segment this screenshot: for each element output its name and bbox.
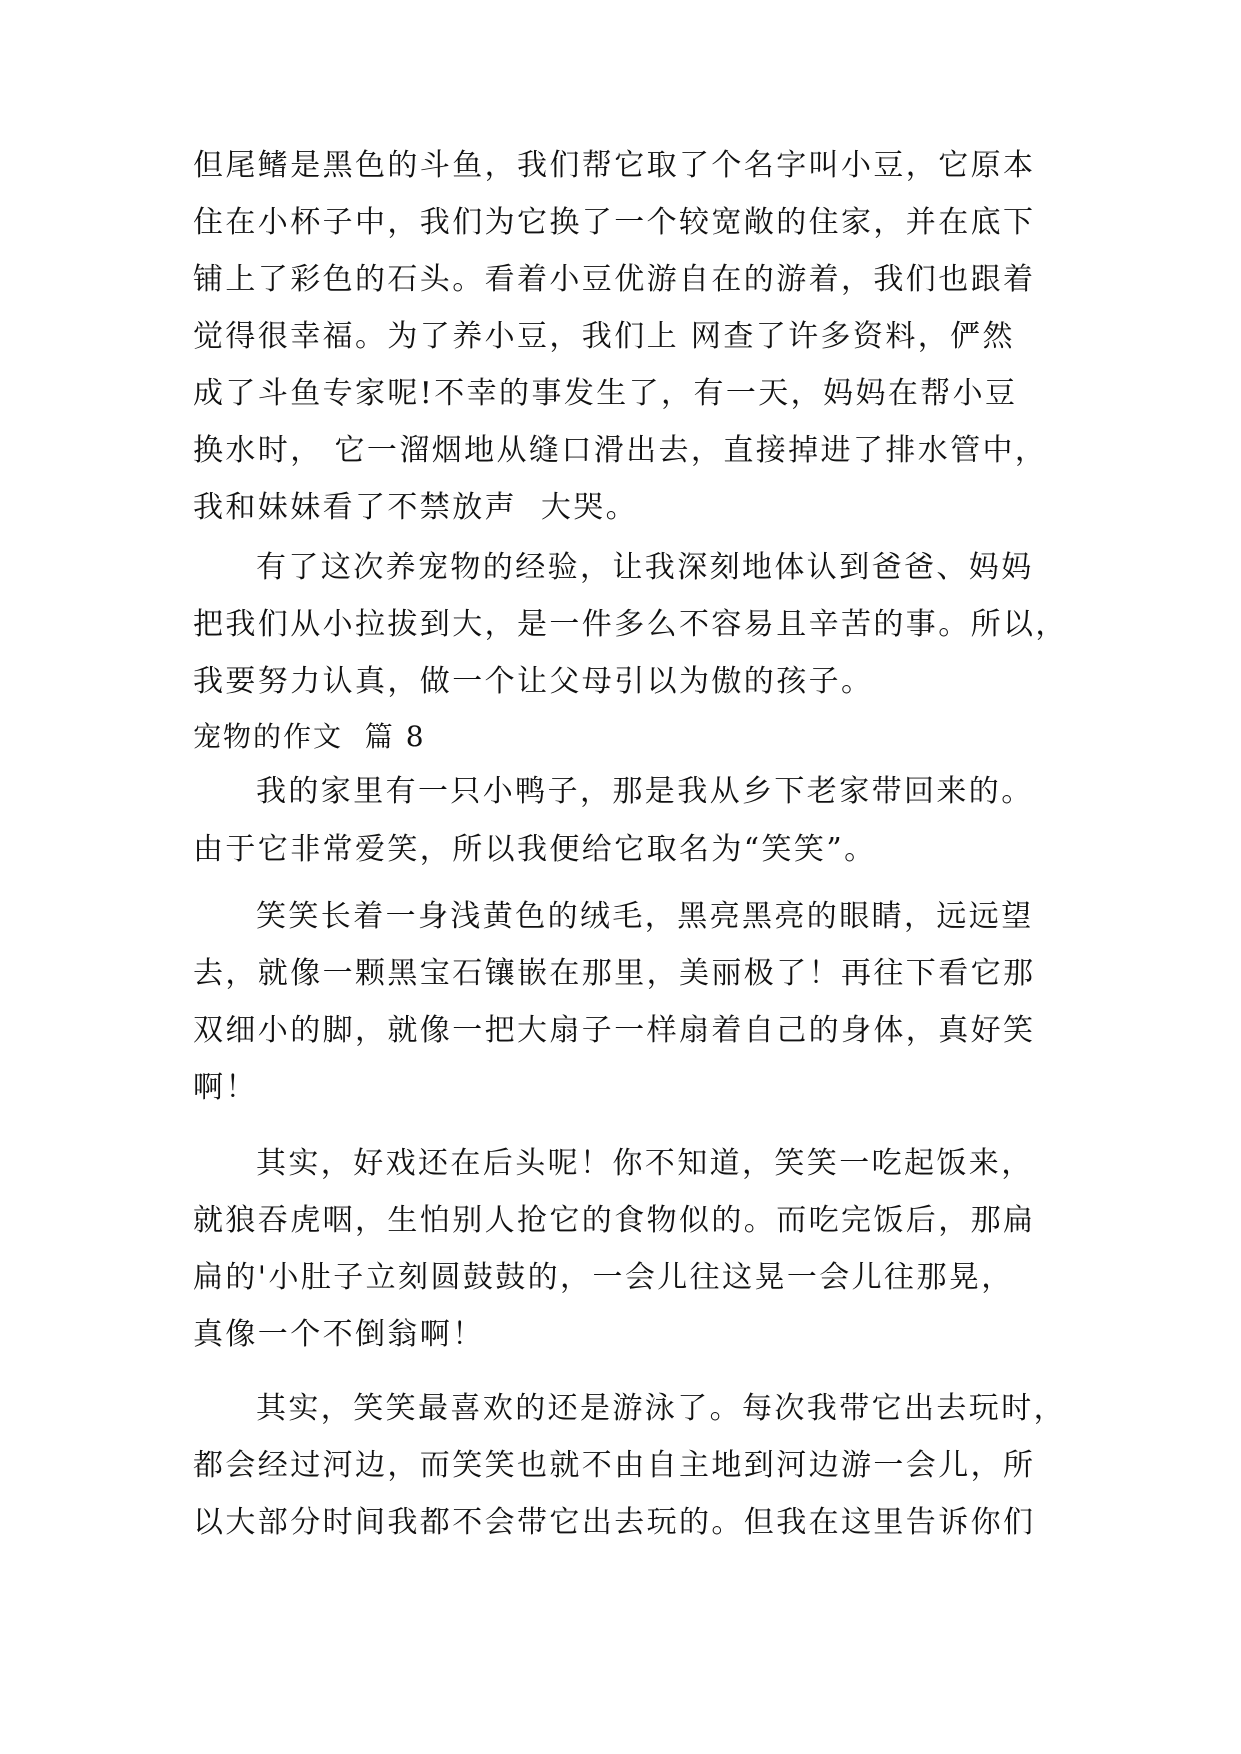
paragraph-5-line-2: 就狼吞虎咽，生怕别人抢它的食物似的。而吃完饭后，那扁: [193, 1203, 1036, 1238]
paragraph-5-line-3: 扁的'小肚子立刻圆鼓鼓的，一会儿往这晃一会儿往那晃，: [193, 1260, 1014, 1295]
paragraph-5-line-1: 其实，好戏还在后头呢！你不知道，笑笑一吃起饭来，: [256, 1146, 1034, 1181]
paragraph-5-line-4: 真像一个不倒翁啊！: [193, 1317, 485, 1352]
paragraph-4-line-3: 双细小的脚，就像一把大扇子一样扇着自己的身体，真好笑: [193, 1013, 1036, 1048]
paragraph-2-line-3: 我要努力认真，做一个让父母引以为傲的孩子。: [193, 664, 874, 699]
paragraph-1-line-3: 铺上了彩色的石头。看着小豆优游自在的游着，我们也跟着: [193, 262, 1036, 297]
paragraph-6-line-1: 其实，笑笑最喜欢的还是游泳了。每次我带它出去玩时，: [256, 1391, 1066, 1426]
paragraph-4-line-4: 啊！: [193, 1070, 258, 1105]
paragraph-1-line-6: 换水时， 它一溜烟地从缝口滑出去，直接掉进了排水管中，: [193, 433, 1048, 468]
paragraph-1-line-2: 住在小杯子中，我们为它换了一个较宽敞的住家，并在底下: [193, 205, 1036, 240]
paragraph-2-line-1: 有了这次养宠物的经验，让我深刻地体认到爸爸、妈妈: [256, 550, 1034, 585]
paragraph-3-line-2: 由于它非常爱笑，所以我便给它取名为“笑笑”。: [193, 832, 877, 867]
section-title: 宠物的作文 篇 8: [193, 720, 426, 753]
paragraph-4-line-1: 笑笑长着一身浅黄色的绒毛，黑亮黑亮的眼睛，远远望: [256, 899, 1034, 934]
paragraph-3-line-1: 我的家里有一只小鸭子，那是我从乡下老家带回来的。: [256, 774, 1034, 809]
paragraph-6-line-3: 以大部分时间我都不会带它出去玩的。但我在这里告诉你们: [193, 1505, 1036, 1540]
paragraph-1-line-5: 成了斗鱼专家呢!不幸的事发生了，有一天，妈妈在帮小豆: [193, 376, 1018, 411]
paragraph-4-line-2: 去，就像一颗黑宝石镶嵌在那里，美丽极了！再往下看它那: [193, 956, 1036, 991]
paragraph-1-line-1: 但尾鳍是黑色的斗鱼，我们帮它取了个名字叫小豆，它原本: [193, 148, 1036, 183]
paragraph-2-line-2: 把我们从小拉拔到大，是一件多么不容易且辛苦的事。所以，: [193, 607, 1068, 642]
paragraph-1-line-7: 我和妹妹看了不禁放声 大哭。: [193, 490, 639, 525]
paragraph-1-line-4: 觉得很幸福。为了养小豆，我们上 网查了许多资料，俨然: [193, 319, 1015, 354]
paragraph-6-line-2: 都会经过河边，而笑笑也就不由自主地到河边游一会儿，所: [193, 1448, 1036, 1483]
